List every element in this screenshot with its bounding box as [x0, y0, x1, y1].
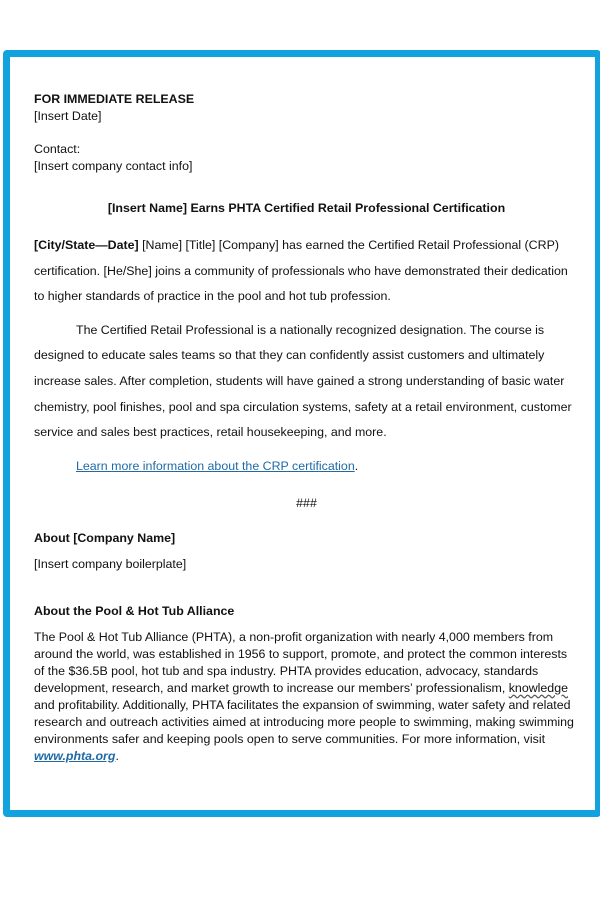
learn-more-period: . [354, 458, 359, 473]
learn-more-line [34, 454, 579, 479]
release-date: [Insert Date] [34, 109, 102, 123]
contact-label: Contact: [34, 142, 81, 156]
about-phta-text [34, 629, 579, 765]
contact-block [34, 141, 579, 175]
dateline: [City/State—Date] [34, 238, 139, 252]
phta-text-part2: and profitability. Additionally, PHTA facilitates the expansion of swimming, water safety and related research and outreach activities aimed at introducing more people to swimming, making swimming environments safer and keeping pools open to serve communities. For more information, visit [34, 697, 574, 746]
phta-website-link[interactable]: www.phta.org [34, 748, 116, 763]
release-block [34, 91, 579, 125]
headline: [Insert Name] Earns PHTA Certified Retail Professional Certification [107, 201, 506, 215]
contact-info: [Insert company contact info] [34, 159, 193, 173]
document-frame [3, 50, 600, 817]
spellcheck-flagged-word: knowledge [508, 680, 568, 695]
press-release-document [34, 91, 579, 765]
about-company-text: [Insert company boilerplate] [34, 556, 187, 571]
phta-text-part1: The Pool & Hot Tub Alliance (PHTA), a non-profit organization with nearly 4,000 members from around the world, was established in 1956 to support, promote, and protect the common interests of the $36.5B pool, hot tub and spa industry. PHTA provides education, advocacy, standards development, research, and market growth to increase our members’ professionalism, [34, 629, 568, 695]
about-phta-heading: About the Pool & Hot Tub Alliance [34, 603, 235, 618]
paragraph-intro-text: [Name] [Title] [Company] has earned the Certified Retail Professional (CRP) certification. [He/She] joins a community of professionals who have demonstrated their dedication to higher standards of practice in the pool and hot tub profession. [34, 238, 568, 304]
end-marker: ### [296, 495, 317, 510]
phta-text-end: . [115, 748, 119, 763]
about-company-heading: About [Company Name] [34, 530, 176, 545]
crp-info-link[interactable]: Learn more information about the CRP certification [76, 458, 355, 473]
about-company-section [34, 525, 579, 577]
paragraph-intro [34, 233, 579, 310]
release-label: FOR IMMEDIATE RELEASE [34, 92, 195, 106]
paragraph-course: The Certified Retail Professional is a nationally recognized designation. The course is designed to educate sales teams so that they can confidently assist customers and ultimately increase sales. After completion, students will have gained a strong understanding of basic water chemistry, pool finishes, pool and spa circulation systems, safety at a retail environment, customer service and sales best practices, retail housekeeping, and more. [34, 322, 572, 440]
